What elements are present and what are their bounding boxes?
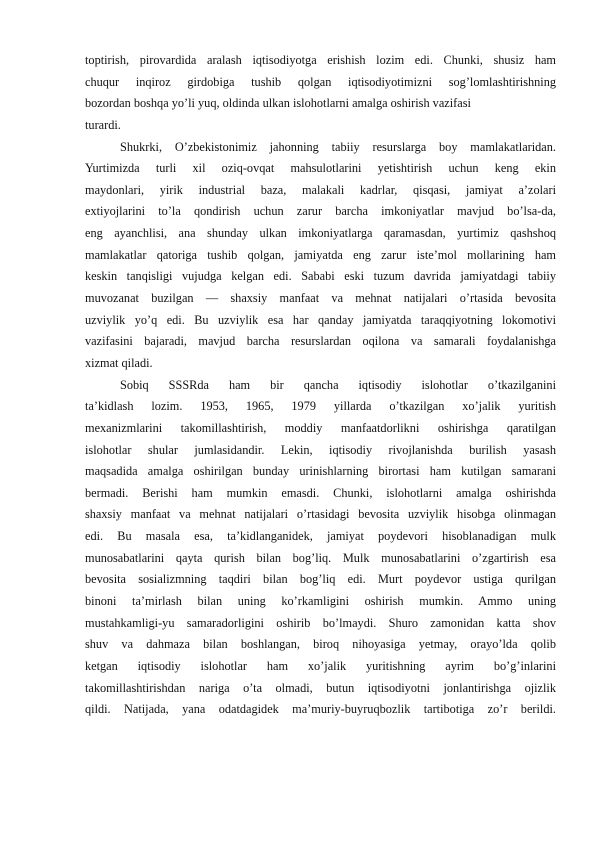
- text-line: shuv va dahmaza bilan boshlangan, biroq nihoyasiga yetmay, orayo’lda qolib: [85, 637, 556, 652]
- text-line: Yurtimizda turli xil oziq-ovqat mahsulotlarini yetishtirish uchun keng ekin: [85, 161, 556, 176]
- text-line: extiyojlarini to’la qondirish uchun zarur barcha imkoniyatlar mavjud bo’lsa-da,: [85, 204, 556, 219]
- text-line: turardi.: [85, 117, 121, 132]
- text-line: keskin tanqisligi vujudga kelgan edi. Sababi eski tuzum davrida jamiyatdagi tabiiy: [85, 269, 556, 284]
- text-line: maydonlari, yirik industrial baza, malakali kadrlar, qisqasi, jamiyat a’zolari: [85, 182, 556, 197]
- text-line: bozordan boshqa yo’li yuq, oldinda ulkan islohotlarni amalga oshirish vazifasi: [85, 96, 471, 111]
- text-line: islohotlar shular jumlasidandir. Lekin, iqtisodiy rivojlanishda burilish yasash: [85, 442, 556, 457]
- text-line: maqsadida amalga oshirilgan bunday urinishlarning birortasi ham kutilgan samarani: [85, 464, 556, 479]
- text-line: mamlakatlar qatoriga tushib qolgan, jamiyatda eng zarur iste’mol mollarining ham: [85, 247, 556, 262]
- text-line: mustahkamligi-yu samaradorligini oshirib bo’lmaydi. Shuro zamonidan katta shov: [85, 615, 556, 630]
- text-line: vazifasini bajaradi, mavjud barcha resurslardan oqilona va samarali foydalanishga: [85, 334, 556, 349]
- text-line: takomillashtirishdan nariga o’ta olmadi, butun iqtisodiyotni jonlantirishga ojizlik: [85, 680, 556, 695]
- text-line: munosabatlarini qayta qurish bilan bog’liq. Mulk munosabatlarini o’zgartirish esa: [85, 550, 556, 565]
- text-line: ketgan iqtisodiy islohotlar ham xo’jalik yuritishning ayrim bo’g’inlarini: [85, 658, 556, 673]
- text-line: xizmat qiladi.: [85, 355, 153, 370]
- text-line: bevosita sosializmning taqdiri bilan bog’liq edi. Murt poydevor ustiga qurilgan: [85, 572, 556, 587]
- text-line: uzviylik yo’q edi. Bu uzviylik esa har qanday jamiyatda taraqqiyotning lokomotivi: [85, 312, 556, 327]
- text-line: ta’kidlash lozim. 1953, 1965, 1979 yillarda o’tkazilgan xo’jalik yuritish: [85, 399, 556, 414]
- text-line: qildi. Natijada, yana odatdagidek ma’muriy-buyruqbozlik tartibotiga zo’r berildi.: [85, 702, 556, 717]
- document-page: [85, 50, 556, 721]
- text-line: Sobiq SSSRda ham bir qancha iqtisodiy islohotlar o’tkazilganini: [120, 377, 556, 392]
- text-line: muvozanat buzilgan — shaxsiy manfaat va mehnat natijalari o’rtasida bevosita: [85, 291, 556, 306]
- text-line: eng ayanchlisi, ana shunday ulkan imkoniyatlarga qaramasdan, yurtimiz qashshoq: [85, 226, 556, 241]
- text-line: Shukrki, O’zbekistonimiz jahonning tabiiy resurslarga boy mamlakatlaridan.: [120, 139, 556, 154]
- text-line: bermadi. Berishi ham mumkin emasdi. Chunki, islohotlarni amalga oshirishda: [85, 485, 556, 500]
- text-line: binoni ta’mirlash bilan uning ko’rkamligini oshirish mumkin. Ammo uning: [85, 594, 556, 609]
- text-line: toptirish, pirovardida aralash iqtisodiyotga erishish lozim edi. Chunki, shusiz ham: [85, 53, 556, 67]
- text-line: chuqur inqiroz girdobiga tushib qolgan iqtisodiyotimizni sog’lomlashtirishning: [85, 74, 556, 89]
- text-line: edi. Bu masala esa, ta’kidlanganidek, jamiyat poydevori hisoblanadigan mulk: [85, 529, 556, 544]
- text-line: shaxsiy manfaat va mehnat natijalari o’rtasidagi bevosita uzviylik hisobga olinmagan: [85, 507, 556, 522]
- text-line: mexanizmlarini takomillashtirish, moddiy manfaatdorlikni oshirishga qaratilgan: [85, 420, 556, 435]
